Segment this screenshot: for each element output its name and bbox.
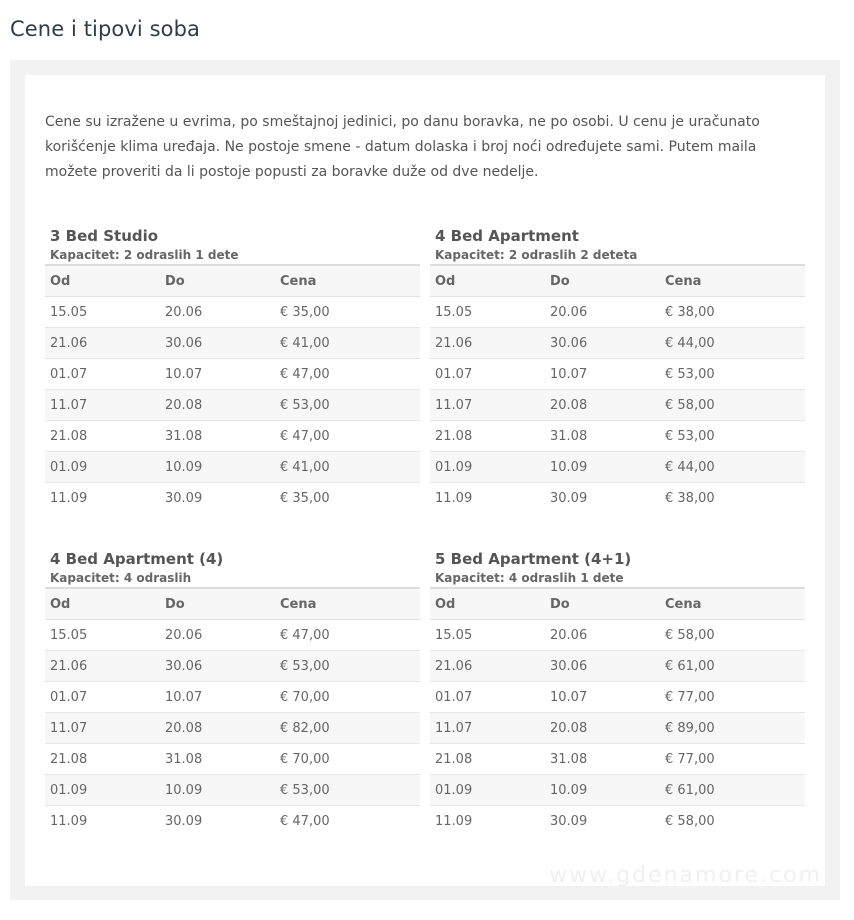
cell-to: 20.06 [545, 620, 660, 651]
table-row [430, 775, 805, 806]
table-row [430, 328, 805, 359]
cell-from: 15.05 [45, 620, 160, 651]
cell-to: 30.09 [165, 813, 203, 829]
room-block [45, 225, 420, 513]
cell-from: 01.09 [45, 775, 160, 806]
table-header-row [45, 588, 420, 620]
table-row [430, 744, 805, 775]
table-row [430, 682, 805, 713]
cell-from: 21.06 [430, 328, 545, 359]
cell-to: 20.06 [545, 297, 660, 328]
cell-price: € 38,00 [665, 490, 715, 506]
table-row [45, 775, 420, 806]
cell-price: € 77,00 [660, 744, 805, 775]
header-price: Cena [275, 265, 420, 297]
intro-text: Cene su izražene u evrima, po smeštajnoj jedinici, po danu boravka, ne po osobi. U cenu je uračunato korišćenje klima uređaja. Ne postoje smene - datum dolaska i broj noći određujete sami. Putem maila možete proveriti da li postoje popusti za boravke duže od dve nedelje. [45, 114, 760, 180]
price-table [430, 264, 805, 513]
header-from: Od [45, 588, 160, 620]
price-table [45, 264, 420, 513]
cell-from: 01.09 [430, 452, 545, 483]
cell-from: 21.08 [430, 421, 545, 452]
cell-to: 10.09 [160, 775, 275, 806]
room-title: 4 Bed Apartment [435, 227, 579, 245]
cell-to: 31.08 [545, 421, 660, 452]
cell-from: 01.07 [430, 682, 545, 713]
cell-price: € 53,00 [660, 421, 805, 452]
cell-price: € 77,00 [660, 682, 805, 713]
table-row [45, 359, 420, 390]
cell-to: 31.08 [160, 421, 275, 452]
watermark: www.gdenamore.com [549, 863, 822, 888]
cell-price: € 58,00 [660, 620, 805, 651]
cell-to: 30.06 [160, 651, 275, 682]
page-title: Cene i tipovi soba [10, 17, 200, 41]
cell-price: € 61,00 [660, 651, 805, 682]
cell-to: 10.07 [545, 359, 660, 390]
cell-from: 11.09 [50, 490, 88, 506]
cell-to: 20.08 [160, 713, 275, 744]
cell-to: 30.09 [165, 490, 203, 506]
cell-from: 01.09 [430, 775, 545, 806]
cell-from: 15.05 [430, 297, 545, 328]
header-price: Cena [660, 265, 805, 297]
cell-price: € 82,00 [275, 713, 420, 744]
cell-from: 21.08 [45, 421, 160, 452]
price-table [430, 587, 805, 836]
cell-price: € 44,00 [660, 328, 805, 359]
cell-from: 15.05 [45, 297, 160, 328]
cell-price: € 35,00 [280, 490, 330, 506]
room-capacity: Kapacitet: 4 odraslih [50, 571, 192, 585]
cell-price: € 70,00 [275, 744, 420, 775]
cell-to: 30.06 [545, 651, 660, 682]
header-to: Do [545, 588, 660, 620]
cell-price: € 41,00 [275, 328, 420, 359]
cell-from: 11.09 [50, 813, 88, 829]
table-row [45, 297, 420, 328]
header-price: Cena [275, 588, 420, 620]
cell-from: 11.09 [435, 490, 473, 506]
table-row [430, 806, 805, 837]
cell-price: € 44,00 [660, 452, 805, 483]
table-row [45, 390, 420, 421]
cell-price: € 47,00 [275, 620, 420, 651]
table-row [430, 390, 805, 421]
cell-price: € 41,00 [275, 452, 420, 483]
cell-price: € 47,00 [280, 813, 330, 829]
cell-price: € 89,00 [660, 713, 805, 744]
cell-from: 11.07 [45, 390, 160, 421]
table-row [430, 297, 805, 328]
table-row [430, 620, 805, 651]
header-from: Od [430, 265, 545, 297]
room-title: 3 Bed Studio [50, 227, 159, 245]
room-block [45, 548, 420, 836]
table-header-row [45, 265, 420, 297]
table-row [45, 328, 420, 359]
cell-from: 15.05 [430, 620, 545, 651]
cell-from: 11.07 [430, 390, 545, 421]
room-title: 5 Bed Apartment (4+1) [435, 550, 632, 568]
cell-from: 01.07 [430, 359, 545, 390]
cell-from: 21.06 [430, 651, 545, 682]
content-panel [10, 60, 840, 900]
room-block [430, 548, 805, 836]
table-row [430, 651, 805, 682]
table-row [430, 452, 805, 483]
table-row [45, 806, 420, 837]
cell-to: 20.08 [160, 390, 275, 421]
cell-price: € 53,00 [660, 359, 805, 390]
room-capacity: Kapacitet: 2 odraslih 2 deteta [435, 248, 638, 262]
header-to: Do [160, 588, 275, 620]
table-row [45, 421, 420, 452]
cell-price: € 38,00 [660, 297, 805, 328]
cell-to: 31.08 [545, 744, 660, 775]
cell-price: € 58,00 [660, 390, 805, 421]
cell-from: 11.07 [45, 713, 160, 744]
cell-to: 30.06 [545, 328, 660, 359]
header-price: Cena [660, 588, 805, 620]
cell-to: 20.08 [545, 713, 660, 744]
table-header-row [430, 265, 805, 297]
cell-from: 01.07 [45, 682, 160, 713]
cell-to: 31.08 [160, 744, 275, 775]
cell-price: € 53,00 [275, 651, 420, 682]
room-title: 4 Bed Apartment (4) [50, 550, 224, 568]
room-capacity: Kapacitet: 2 odraslih 1 dete [50, 248, 239, 262]
header-from: Od [430, 588, 545, 620]
cell-to: 10.09 [545, 775, 660, 806]
header-to: Do [545, 265, 660, 297]
table-row [45, 744, 420, 775]
table-row [430, 421, 805, 452]
cell-to: 10.07 [545, 682, 660, 713]
price-table [45, 587, 420, 836]
cell-from: 11.07 [430, 713, 545, 744]
cell-to: 20.06 [160, 620, 275, 651]
cell-to: 10.07 [160, 359, 275, 390]
cell-to: 30.09 [550, 813, 588, 829]
cell-price: € 47,00 [275, 359, 420, 390]
cell-price: € 53,00 [275, 390, 420, 421]
table-row [45, 651, 420, 682]
cell-price: € 47,00 [275, 421, 420, 452]
table-row [430, 359, 805, 390]
cell-from: 01.07 [45, 359, 160, 390]
table-row [45, 483, 420, 514]
cell-from: 21.06 [45, 651, 160, 682]
cell-to: 30.09 [550, 490, 588, 506]
cell-to: 30.06 [160, 328, 275, 359]
table-row [430, 713, 805, 744]
cell-price: € 35,00 [275, 297, 420, 328]
cell-to: 20.08 [545, 390, 660, 421]
table-row [45, 713, 420, 744]
cell-from: 21.08 [430, 744, 545, 775]
table-header-row [430, 588, 805, 620]
header-to: Do [160, 265, 275, 297]
cell-price: € 70,00 [275, 682, 420, 713]
cell-from: 01.09 [45, 452, 160, 483]
cell-to: 10.07 [160, 682, 275, 713]
cell-from: 21.08 [45, 744, 160, 775]
cell-to: 10.09 [160, 452, 275, 483]
cell-to: 20.06 [160, 297, 275, 328]
cell-price: € 53,00 [275, 775, 420, 806]
cell-from: 21.06 [45, 328, 160, 359]
table-row [45, 452, 420, 483]
table-row [45, 620, 420, 651]
cell-from: 11.09 [435, 813, 473, 829]
content-card [25, 75, 825, 886]
table-row [430, 483, 805, 514]
table-row [45, 682, 420, 713]
cell-price: € 61,00 [660, 775, 805, 806]
header-from: Od [45, 265, 160, 297]
room-block [430, 225, 805, 513]
room-capacity: Kapacitet: 4 odraslih 1 dete [435, 571, 624, 585]
cell-price: € 58,00 [665, 813, 715, 829]
cell-to: 10.09 [545, 452, 660, 483]
